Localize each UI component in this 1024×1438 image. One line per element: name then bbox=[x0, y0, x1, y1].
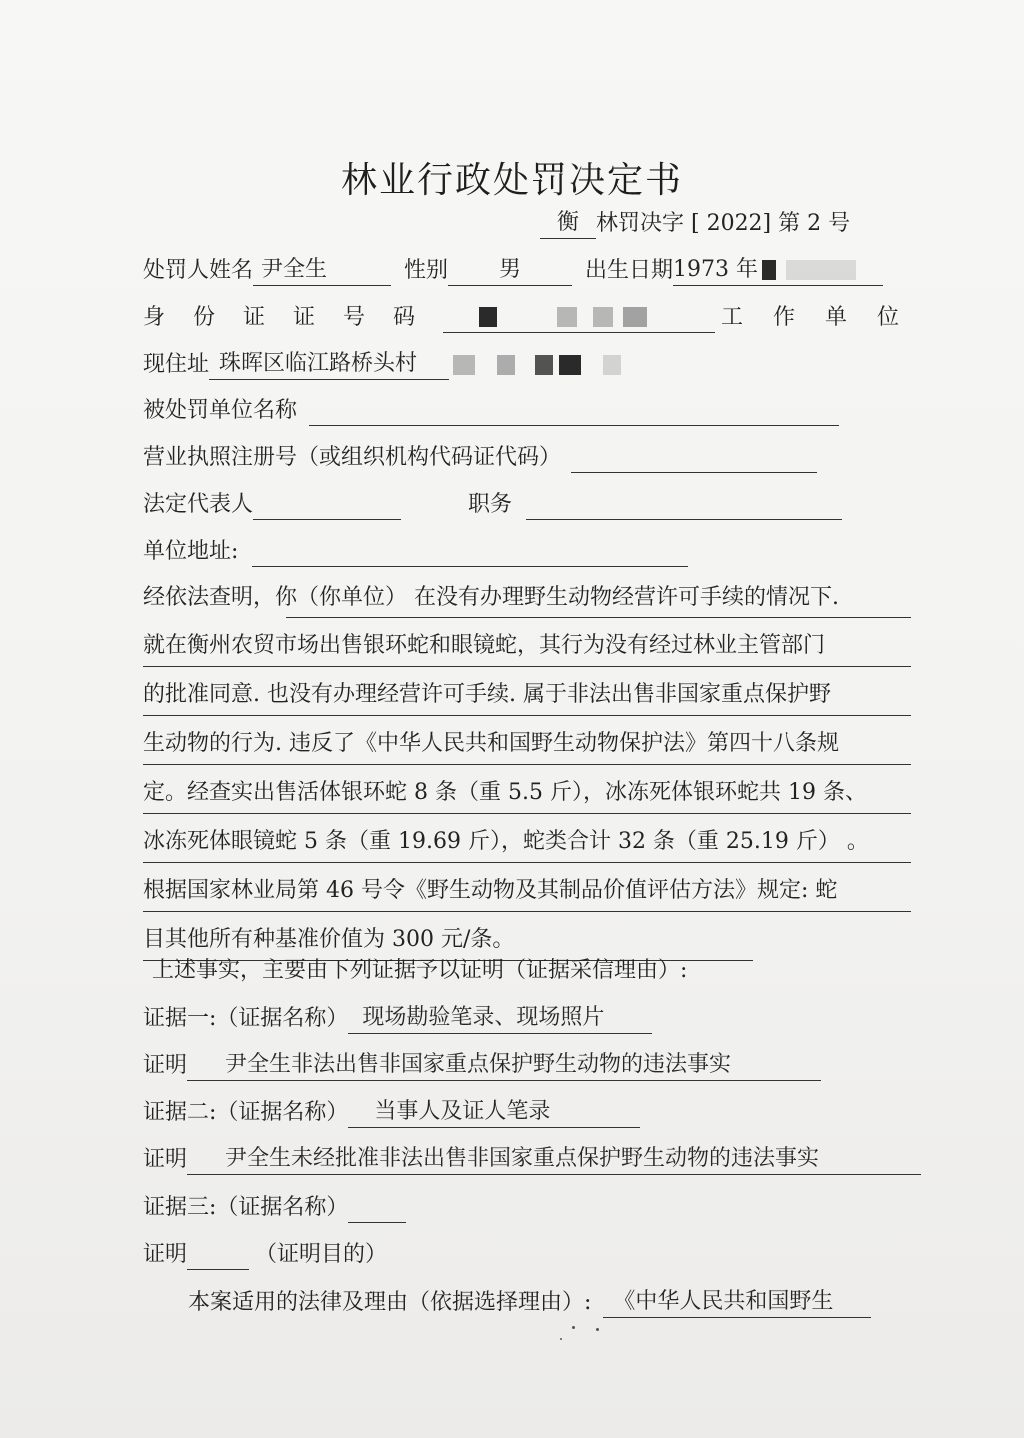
unit-name-row bbox=[143, 396, 839, 426]
license-row bbox=[143, 443, 817, 473]
paper-speck bbox=[572, 1326, 575, 1329]
position-field bbox=[526, 493, 842, 520]
evidence-1-label: 证据一:（证据名称） bbox=[143, 1006, 349, 1031]
unit-address-field bbox=[252, 540, 688, 567]
evidence-row-1 bbox=[143, 1003, 652, 1034]
facts-line: 目其他所有种基准价值为 300 元/条。 bbox=[143, 920, 753, 961]
address-label: 现住址 bbox=[143, 352, 210, 377]
facts-line: 定。经查实出售活体银环蛇 8 条（重 5.5 斤），冰冻死体银环蛇共 19 条、 bbox=[143, 773, 911, 814]
name-label: 处罚人姓名 bbox=[143, 258, 254, 283]
evidence-intro: 上述事实，主要由下列证据予以证明（证据采信理由）: bbox=[152, 958, 688, 983]
unit-name-label: 被处罚单位名称 bbox=[143, 398, 298, 423]
redaction-mark bbox=[497, 355, 515, 375]
redaction-mark bbox=[557, 307, 577, 327]
facts-line: 根据国家林业局第 46 号令《野生动物及其制品价值评估方法》规定: 蛇 bbox=[143, 871, 911, 912]
law-label: 本案适用的法律及理由（依据选择理由）: bbox=[188, 1290, 592, 1315]
redaction-mark bbox=[453, 355, 475, 375]
unit-address-label: 单位地址: bbox=[143, 539, 239, 564]
name-value: 尹全生 bbox=[253, 255, 391, 286]
facts-line: 就在衡州农贸市场出售银环蛇和眼镜蛇，其行为没有经过林业主管部门 bbox=[143, 626, 911, 667]
proof-1-value: 尹全生非法出售非国家重点保护野生动物的违法事实 bbox=[187, 1050, 821, 1081]
evidence-row-2 bbox=[143, 1097, 640, 1128]
legal-rep-row bbox=[143, 490, 842, 520]
proof-1-label: 证明 bbox=[143, 1053, 188, 1078]
proof-3-field bbox=[187, 1243, 249, 1270]
evidence-2-label: 证据二:（证据名称） bbox=[143, 1100, 349, 1125]
license-label: 营业执照注册号（或组织机构代码证代码） bbox=[143, 445, 562, 470]
legal-rep-label: 法定代表人 bbox=[143, 492, 254, 517]
evidence-3-label: 证据三:（证据名称） bbox=[143, 1195, 349, 1220]
facts-first-line-underline bbox=[286, 617, 911, 618]
paper-speck bbox=[560, 1338, 562, 1340]
id-value-field bbox=[443, 302, 715, 333]
license-field bbox=[571, 446, 817, 473]
party-info-row bbox=[143, 255, 883, 286]
law-row bbox=[188, 1287, 871, 1318]
unit-name-field bbox=[309, 399, 839, 426]
proof-row-2 bbox=[143, 1144, 921, 1175]
law-value: 《中华人民共和国野生 bbox=[603, 1287, 871, 1318]
evidence-2-value: 当事人及证人笔录 bbox=[348, 1097, 640, 1128]
evidence-row-3 bbox=[143, 1193, 406, 1223]
address-row bbox=[143, 349, 621, 380]
facts-paragraph bbox=[143, 578, 911, 969]
doc-prefix: 衡 bbox=[540, 208, 596, 239]
proof-2-label: 证明 bbox=[143, 1147, 188, 1172]
facts-line: 的批准同意. 也没有办理经营许可手续. 属于非法出售非国家重点保护野 bbox=[143, 675, 911, 716]
dob-field bbox=[673, 255, 883, 286]
gender-label: 性别 bbox=[404, 258, 449, 283]
redaction-mark bbox=[593, 307, 613, 327]
proof-3-suffix: （证明目的） bbox=[255, 1242, 388, 1267]
paper-speck bbox=[596, 1328, 599, 1331]
redaction-mark bbox=[535, 355, 553, 375]
legal-rep-field bbox=[253, 493, 401, 520]
redaction-mark bbox=[786, 260, 856, 280]
id-row bbox=[143, 302, 929, 333]
evidence-1-value: 现场勘验笔录、现场照片 bbox=[348, 1003, 652, 1034]
proof-row-3 bbox=[143, 1240, 387, 1270]
document-number bbox=[540, 208, 850, 239]
redaction-mark bbox=[559, 355, 581, 375]
facts-line: 冰冻死体眼镜蛇 5 条（重 19.69 斤），蛇类合计 32 条（重 25.19 斤） 。 bbox=[143, 822, 911, 863]
facts-line: 经依法查明，你（你单位） 在没有办理野生动物经营许可手续的情况下. bbox=[143, 585, 839, 610]
dob-label: 出生日期 bbox=[585, 258, 674, 283]
redaction-mark bbox=[623, 307, 647, 327]
position-label: 职务 bbox=[468, 492, 513, 517]
doc-number-text: 林罚决字 [ 2022] 第 2 号 bbox=[596, 211, 851, 236]
gender-value: 男 bbox=[448, 255, 572, 286]
id-label: 身份证证号码 bbox=[143, 305, 444, 330]
redaction-mark bbox=[762, 260, 776, 280]
evidence-3-field bbox=[348, 1196, 406, 1223]
dob-value: 1973 年 bbox=[673, 257, 759, 282]
proof-3-label: 证明 bbox=[143, 1242, 188, 1267]
document-title: 林业行政处罚决定书 bbox=[340, 160, 683, 201]
redaction-mark bbox=[479, 307, 497, 327]
workplace-label: 工作单位 bbox=[721, 305, 930, 330]
facts-line: 生动物的行为. 违反了《中华人民共和国野生动物保护法》第四十八条规 bbox=[143, 724, 911, 765]
proof-row-1 bbox=[143, 1050, 821, 1081]
redaction-mark bbox=[603, 355, 621, 375]
proof-2-value: 尹全生未经批准非法出售非国家重点保护野生动物的违法事实 bbox=[187, 1144, 921, 1175]
unit-address-row bbox=[143, 537, 688, 567]
address-value: 珠晖区临江路桥头村 bbox=[209, 349, 449, 380]
